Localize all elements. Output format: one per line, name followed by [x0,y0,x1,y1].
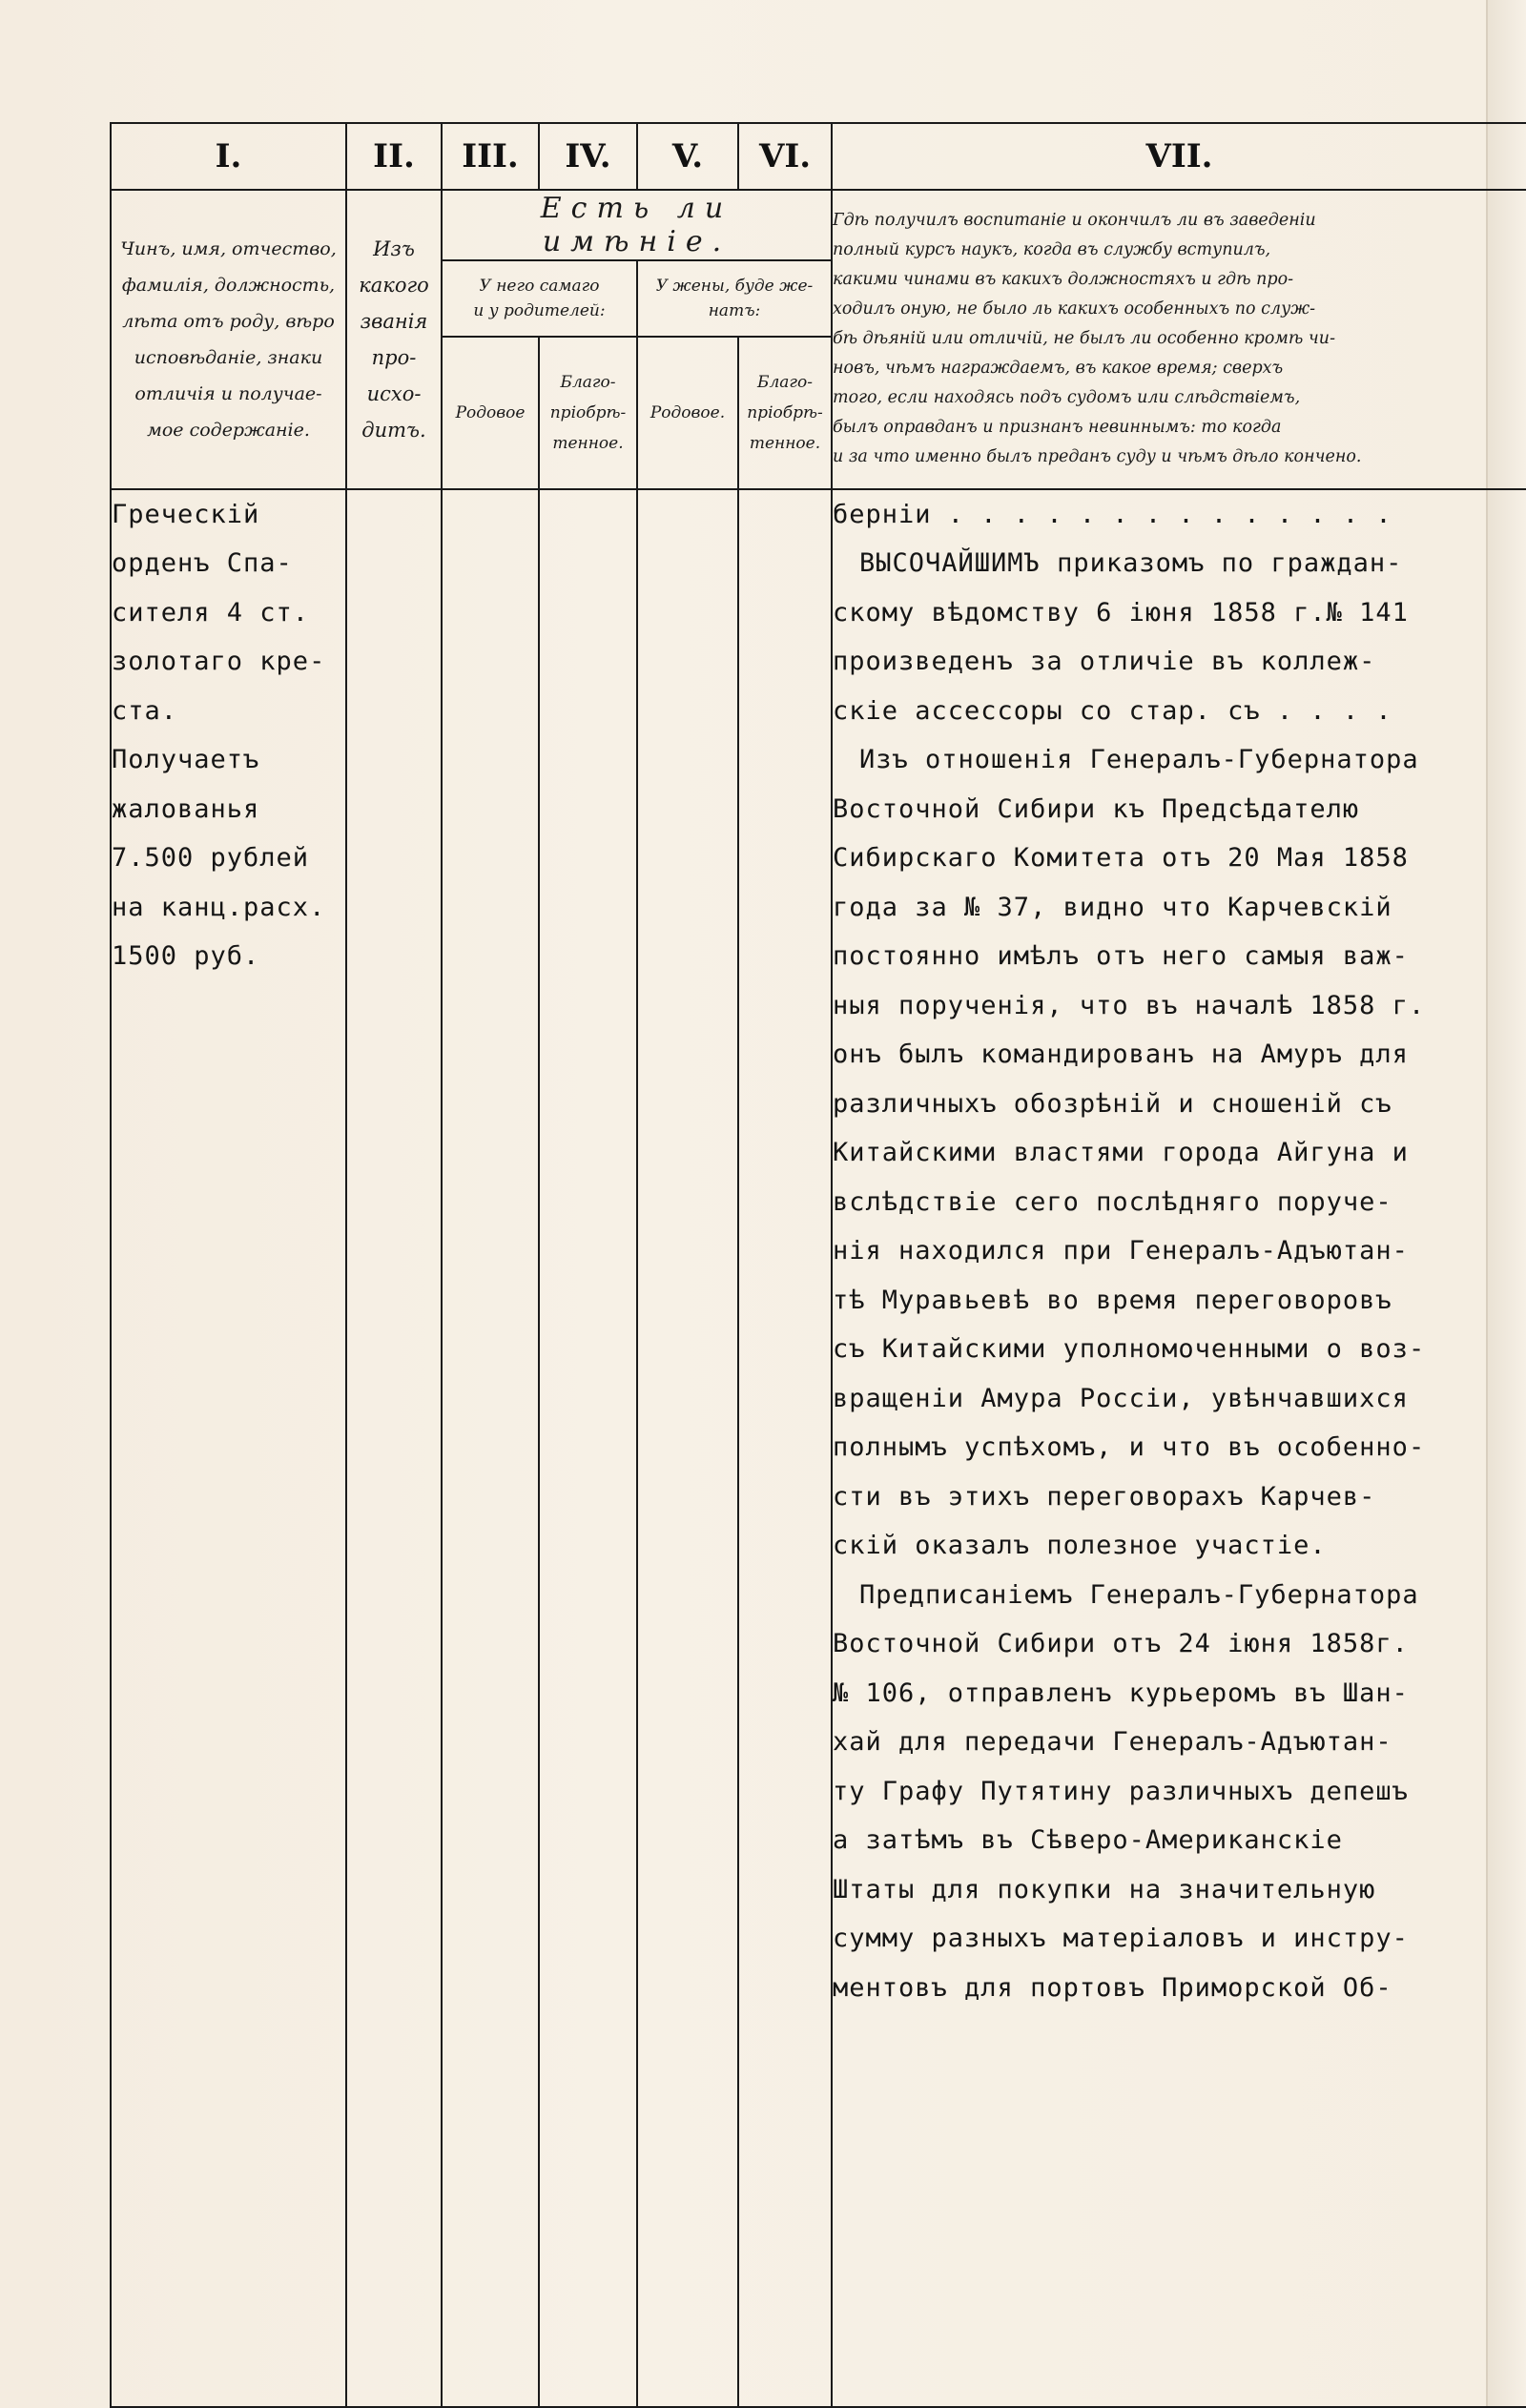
col7-header-line: былъ оправданъ и признанъ невиннымъ: то когда [833,418,1282,438]
col7-entry-line: № 106, отправленъ курьеромъ въ Шан- [833,1677,1409,1708]
col1-entry-line: на канц.расх. [112,892,326,922]
col7-entry-line: берніи . . . . . . . . . . . . . . [833,499,1392,529]
col6-header-acquired [738,337,832,489]
column-number-4: IV. [539,123,637,190]
col5-header-hereditary: Родовое. [637,337,738,489]
col2-header-line: дитъ. [361,418,426,442]
col1-header-line: Чинъ, имя, отчество, [120,237,337,259]
column-number-3: III. [442,123,539,190]
col7-entry-lines [833,490,1526,2013]
col2-entry [346,489,442,2407]
col7-entry-line: Восточной Сибири отъ 24 іюня 1858г. [833,1629,1409,1659]
col1-entry-line: ста. [112,695,178,726]
col5-entry [637,489,738,2407]
acquired-line: тенное. [552,433,624,453]
col2-header-line: какого [359,273,429,297]
col7-header-line: того, если находясь подъ судомъ или слѣдствіемъ, [833,388,1301,408]
col7-entry-line: скіе ассессоры со стар. съ . . . . [833,695,1392,726]
col7-entry-line: сти въ этихъ переговорахъ Карчев- [833,1481,1376,1512]
col7-entry-line: съ Китайскими уполномоченными о воз- [833,1334,1426,1365]
col7-entry-line: ВЫСОЧАЙШИМЪ приказомъ по граждан- [859,548,1403,579]
col7-entry-line: вслѣдствіе сего послѣдняго поруче- [833,1186,1392,1217]
col3-header-hereditary: Родовое [442,337,539,489]
col7-entry-line: Штаты для покупки на значительную [833,1874,1376,1904]
col1-header-line: лѣта отъ роду, вѣро [122,310,335,332]
column-number-6: VI. [738,123,832,190]
acquired-line: пріобрѣ- [549,402,627,422]
col7-entry-line: а затѣмъ въ Сѣверо-Американскіе [833,1825,1343,1856]
col7-entry-line: хай для передачи Генералъ-Адъютан- [833,1727,1392,1758]
col2-header-line: про- [371,345,417,369]
col7-entry-line: ту Графу Путятину различныхъ депешъ [833,1776,1409,1806]
col7-header-line: Гдѣ получилъ воспитаніе и окончилъ ли въ заведеніи [833,211,1316,231]
roman-numeral-row [111,123,1526,190]
col2-header [346,190,442,489]
col1-entry-line: орденъ Спа- [112,548,293,579]
col7-entry-line: года за № 37, видно что Карчевскій [833,892,1392,922]
own-header-line: и у родителей: [473,301,606,320]
col6-entry [738,489,832,2407]
column-number-7: VII. [832,123,1526,190]
col7-entry [832,489,1526,2407]
col1-entry-line: золотаго кре- [112,647,326,677]
col1-entry-line: 7.500 рублей [112,843,310,874]
col7-entry-line: постоянно имѣлъ отъ него самыя важ- [833,941,1409,972]
col1-header-line: мое содержаніе. [147,419,310,441]
col4-entry [539,489,637,2407]
col7-entry-line: нія находился при Генералъ-Адъютан- [833,1236,1409,1266]
col7-header-line: ходилъ оную, не было ль какихъ особенныхъ по служ- [833,299,1316,319]
col7-entry-line: Китайскими властями города Айгуна и [833,1138,1409,1168]
wife-estate-header [637,260,832,337]
col1-entry-line: Получаетъ [112,745,260,775]
col1-entry-line: 1500 руб. [112,941,260,972]
col7-entry-line: полнымъ успѣхомъ, и что въ особенно- [833,1432,1426,1463]
col7-entry-line: Восточной Сибири къ Предсѣдателю [833,793,1360,824]
col7-entry-line: Сибирскаго Комитета отъ 20 Мая 1858 [833,843,1409,874]
col7-entry-line: скій оказалъ полезное участіе. [833,1531,1327,1561]
wife-header-line: У жены, буде же- [655,277,814,296]
col7-entry-line: ментовъ для портовъ Приморской Об- [833,1972,1392,2003]
col7-entry-line: ныя порученія, что въ началѣ 1858 г. [833,990,1426,1020]
col2-header-line: Изъ [373,237,415,260]
col7-header-line: и за что именно былъ преданъ суду и чѣмъ дѣло кончено. [833,447,1362,467]
col7-entry-line: произведенъ за отличіе въ коллеж- [833,647,1376,677]
col7-header-line: полный курсъ наукъ, когда въ службу вступилъ, [833,240,1271,260]
acquired-line: тенное. [749,433,821,453]
col1-header-line: исповѣданіе, знаки [134,346,323,368]
col2-header-line: званія [360,309,428,333]
col1-header [111,190,346,489]
col7-entry-line: скому вѣдомству 6 іюня 1858 г.№ 141 [833,597,1409,628]
header-row-estates [111,190,1526,260]
col7-entry-line: сумму разныхъ матеріаловъ и инстру- [833,1924,1409,1954]
own-estate-header [442,260,637,337]
col7-entry-line: онъ былъ командированъ на Амуръ для [833,1039,1409,1070]
body-row [111,489,1526,2407]
col7-entry-line: вращеніи Амура Россіи, увѣнчавшихся [833,1383,1409,1413]
acquired-line: Благо- [560,372,616,392]
col4-header-acquired [539,337,637,489]
col7-entry-line: тѣ Муравьевѣ во время переговоровъ [833,1285,1392,1315]
col1-entry-line: жалованья [112,793,260,824]
col3-entry [442,489,539,2407]
col7-entry-line: Предписаніемъ Генералъ-Губернатора [859,1579,1419,1610]
col1-entry-line: Греческій [112,499,260,529]
own-header-line: У него самаго [479,277,600,296]
acquired-line: пріобрѣ- [747,402,823,422]
col7-header [832,190,1526,489]
column-number-1: I. [111,123,346,190]
col7-entry-line: различныхъ обозрѣній и сношеній съ [833,1088,1392,1119]
wife-header-line: натъ: [708,301,761,320]
estates-header: Есть ли имѣніе. [442,190,832,260]
acquired-line: Благо- [756,372,814,392]
col7-header-line: новъ, чѣмъ награждаемъ, въ какое время; сверхъ [833,359,1284,379]
col7-header-line: бѣ дѣяній или отличій, не былъ ли особенно кромѣ чи- [833,329,1335,349]
column-number-5: V. [637,123,738,190]
col1-header-line: фамилія, должность, [121,274,336,296]
col7-header-line: какими чинами въ какихъ должностяхъ и гдѣ про- [833,270,1294,290]
service-record-table [110,122,1526,2408]
column-number-2: II. [346,123,442,190]
col2-header-line: исхо- [366,381,422,405]
col7-entry-line: Изъ отношенія Генералъ-Губернатора [859,745,1419,775]
col1-header-line: отличія и получае- [134,382,322,404]
col1-entry-line: сителя 4 ст. [112,597,310,628]
col1-entry [111,489,346,2407]
